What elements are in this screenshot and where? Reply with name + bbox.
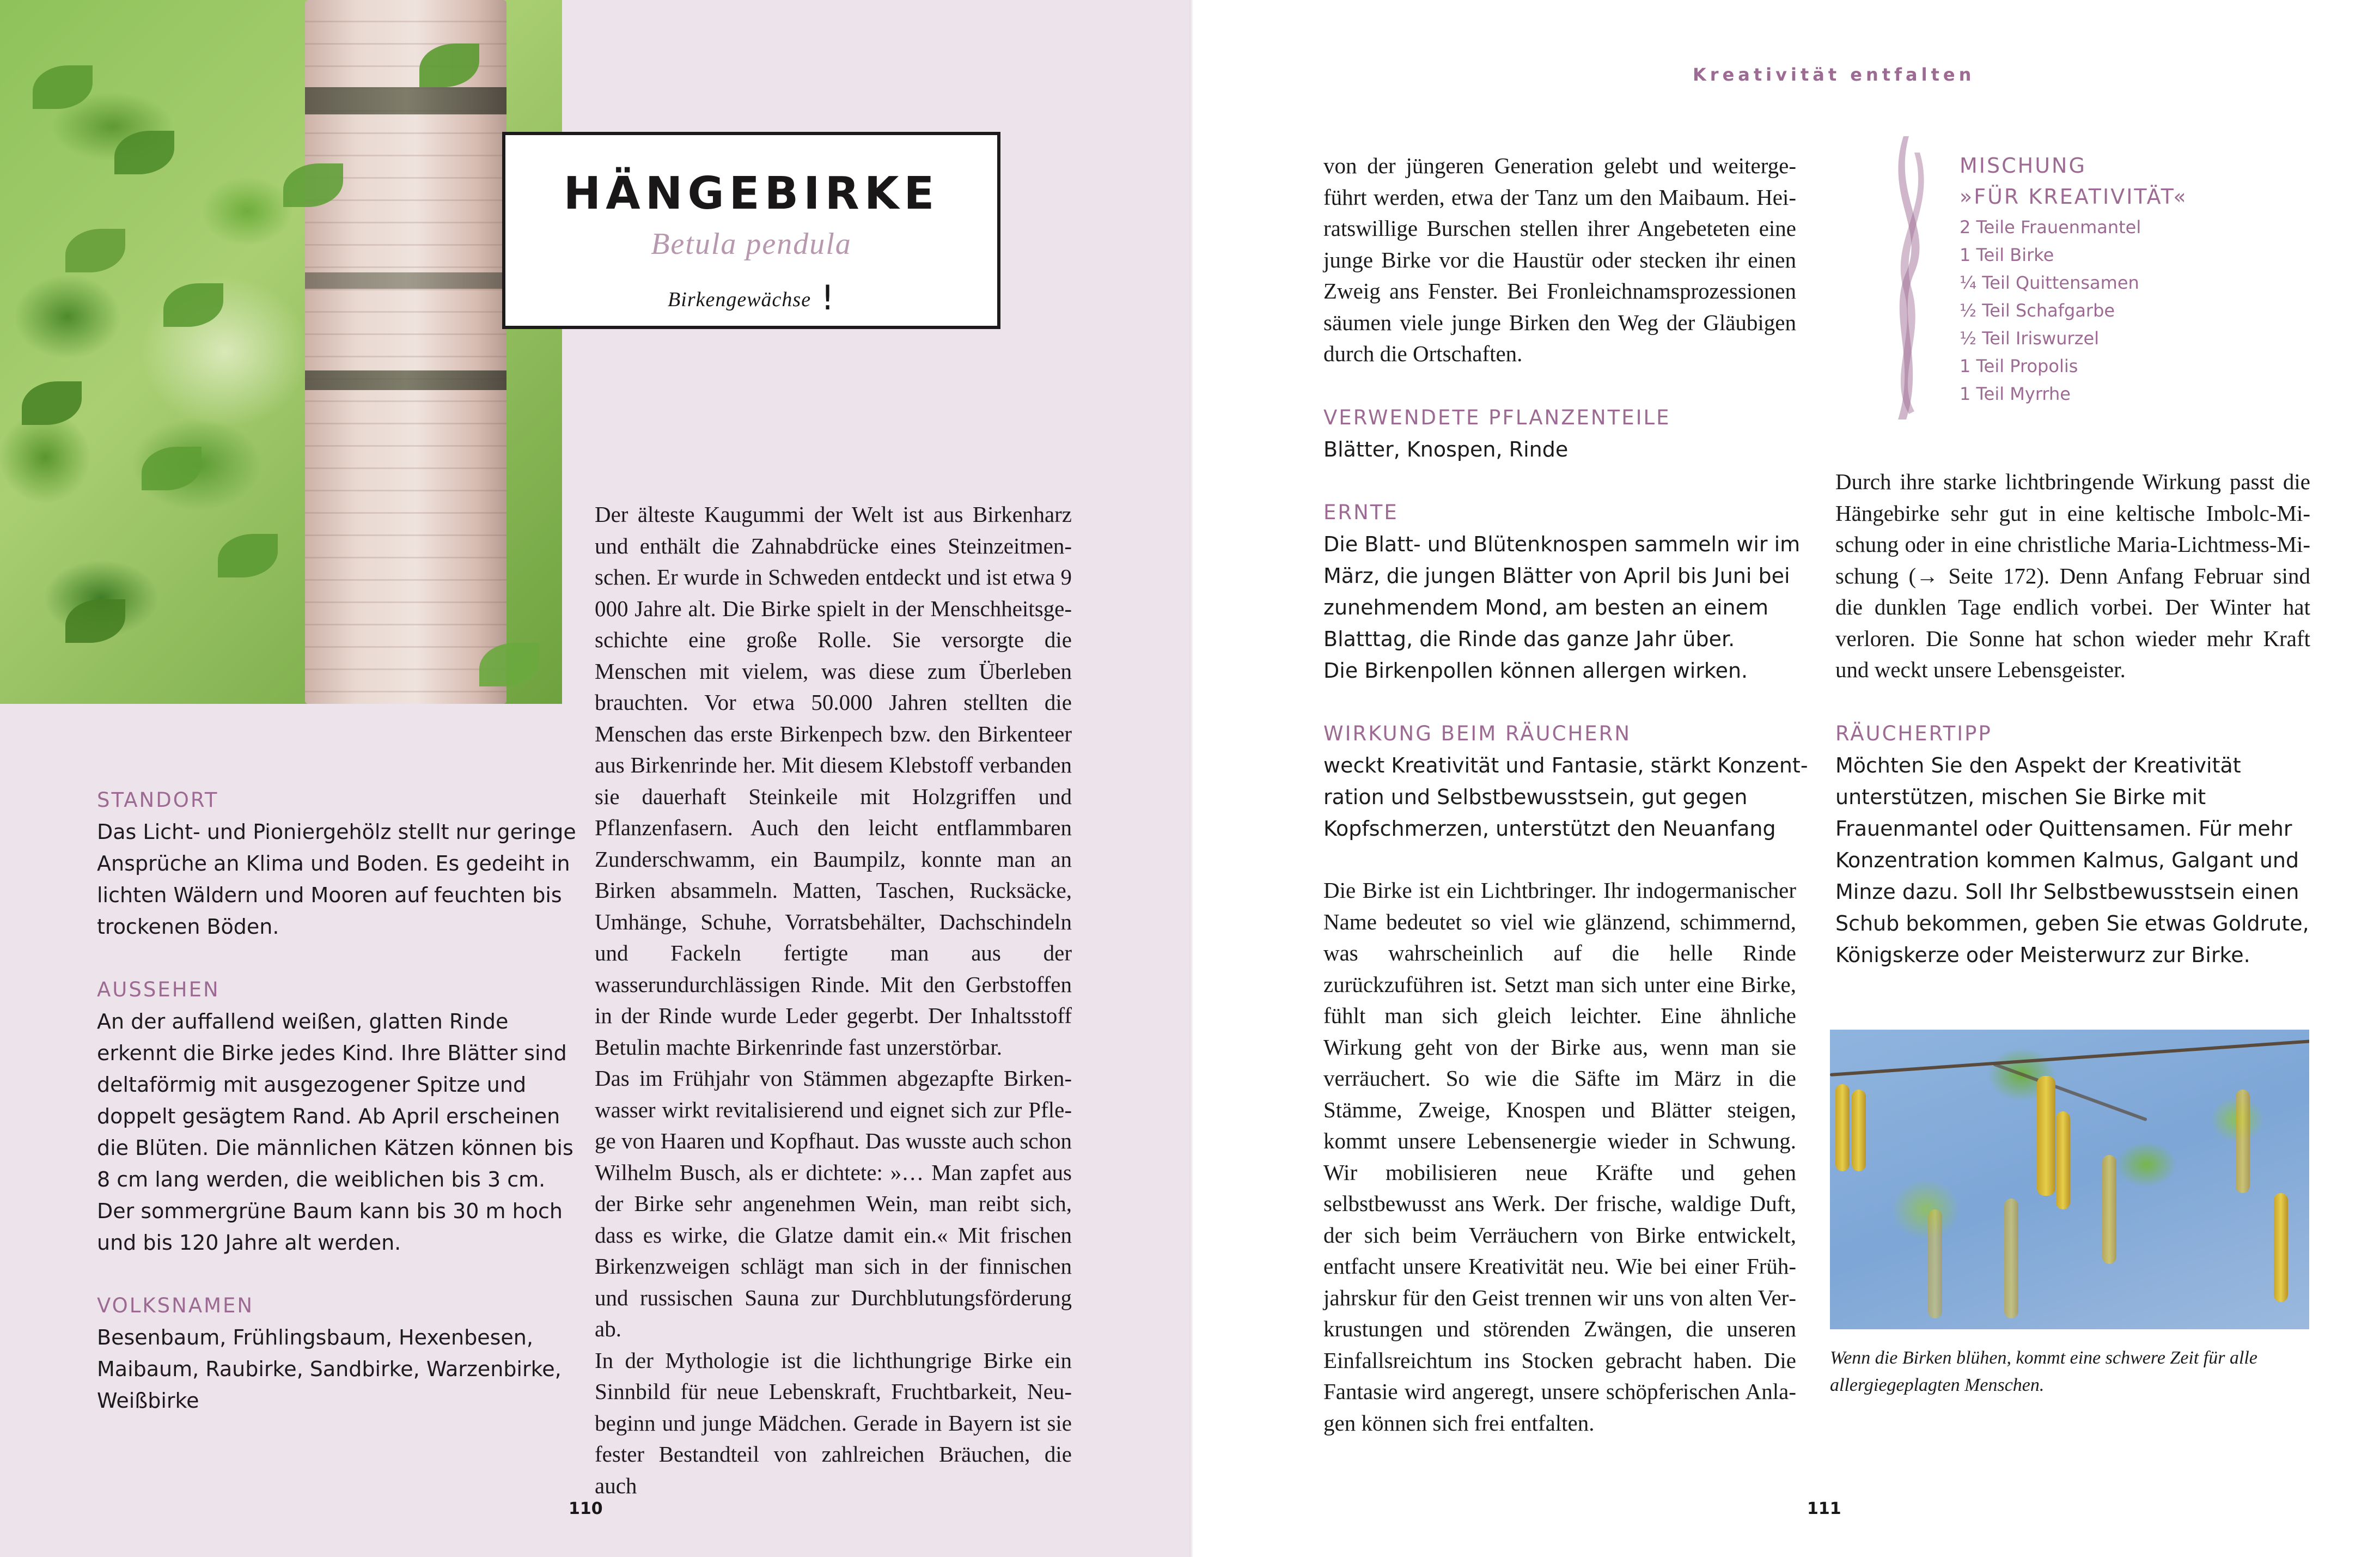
bark-band <box>305 272 506 289</box>
book-gutter <box>1189 0 1193 1557</box>
fact-volksnamen <box>97 1290 576 1416</box>
catkin <box>1928 1209 1942 1318</box>
body-paragraph: von der jüngeren Generation gelebt und weitergeführt werden, etwa der Tanz um den Maibaum. Heiratswillige Burschen stellen ihrer Angebeteten eine junge Birke vor die Haustür oder stecken ihr einen Zweig ans Fenster. Bei Fronleichnamsprozessionen säumen viele junge Birken den Weg der Gläubigen durch die Ortschaften. <box>1323 153 1796 366</box>
catkin <box>1852 1090 1866 1171</box>
allergy-note: Die Birkenpollen können allergen wirken. <box>1323 659 1748 683</box>
leaf <box>33 65 93 109</box>
warning-icon: ! <box>821 278 835 318</box>
plant-title: HÄNGEBIRKE <box>563 168 939 220</box>
section-text: Die Blatt- und Blütenknospen sammeln wir im März, die jungen Blätter von April bis Juni bei zunehmendem Mond, am besten an einem Blatttag, die Rinde das ganze Jahr über. <box>1323 532 1801 651</box>
section-text: Besenbaum, Frühlingsbaum, Hexenbesen, Maibaum, Raubirke, Sandbirke, Warzenbirke, Weißbirke <box>97 1325 562 1413</box>
body-paragraph: Das im Frühjahr von Stämmen abgezapfte Birkenwasser wirkt revitalisierend und eignet sich zur Pflege von Haaren und Kopfhaut. Das wusste auch schon Wilhelm Busch, als er dichtete: »… Man zapfet aus der Birke sehr angenehmen Wein, man reibt sich, dass es wirke, die Glatze damit ein.« Mit frischen Birkenzweigen schlägt man sich in der finnischen und russischen Sauna zur Durchblutungsförderung ab. <box>595 1066 1072 1341</box>
ingredient-item: 1 Teil Myrrhe <box>1960 384 2071 404</box>
ingredient-list <box>1960 214 2286 408</box>
section-heading: WIRKUNG BEIM RÄUCHERN <box>1323 722 1632 745</box>
customs-continuation <box>1323 150 1796 370</box>
leaf <box>142 447 202 490</box>
branch <box>1993 1062 2147 1121</box>
history-column <box>595 499 1072 1501</box>
body-paragraph: In der Mythologie ist die lichthungrige Birke ein Sinnbild für neue Lebenskraft, Fruchtbarkeit, Neubeginn und junge Mädchen. Gerade in Bayern ist sie fester Bestandteil von zahlreichen Bräuchen, die auch <box>595 1347 1072 1498</box>
section-heading: STANDORT <box>97 788 219 812</box>
light-bringer-column <box>1323 875 1796 1439</box>
catkin <box>2056 1111 2070 1209</box>
photo-caption: Wenn die Birken blühen, kommt eine schwere Zeit für alle allergiegeplagten Menschen. <box>1830 1348 2257 1395</box>
ingredient-item: ¼ Teil Quittensamen <box>1960 272 2139 293</box>
branch <box>1830 1039 2309 1076</box>
catkin <box>2274 1193 2288 1302</box>
mixture-title-line: MISCHUNG <box>1960 154 2086 178</box>
fact-aussehen <box>97 974 576 1258</box>
ingredient-item: ½ Teil Iriswurzel <box>1960 328 2100 349</box>
ingredient-item: 1 Teil Birke <box>1960 245 2054 265</box>
ingredient-item: 1 Teil Propolis <box>1960 356 2078 376</box>
section-text: Möchten Sie den Aspekt der Kreativität unterstützen, mischen Sie Birke mit Frauenmantel oder Quittensamen. Für mehr Konzentration kommen Kalmus, Galgant und Minze dazu. Soll Ihr Selbstbewusstsein einen Schub bekommen, geben Sie etwas Goldrute, Königskerze oder Meisterwurz zur Birke. <box>1835 753 2309 967</box>
page-number-right: 111 <box>1807 1499 1841 1518</box>
mixture-title-line: »FÜR KREATIVITÄT« <box>1960 185 2188 209</box>
section-heading: VOLKSNAMEN <box>97 1294 254 1317</box>
body-paragraph: Der älteste Kaugummi der Welt ist aus Birkenharz und enthält die Zahnabdrücke eines Steinzeitmenschen. Er wurde in Schweden entdeckt und ist etwa 9 000 Jahre alt. Die Birke spielt in der Menschheitsgeschichte eine große Rolle. Sie versorgte die Menschen mit vielem, was diese zum Überleben brauchten. Vor etwa 50.000 Jahren stellten die Menschen das erste Birkenpech bzw. den Birkenteer aus Birkenrinde her. Mit diesem Klebstoff verbanden sie dauerhaft Steinkeile mit Holzgriffen und Pflanzenfasern. Auch den leicht entflammbaren Zunderschwamm, ein Baumpilz, konnte man an Birken absammeln. Matten, Taschen, Rucksäcke, Umhänge, Schuhe, Vorratsbehälter, Dachschindeln und Fackeln fertigte man aus der wasserundurchlässigen Rinde. Mit den Gerbstoffen in der Rinde wurde Leder gegerbt. Der Inhaltsstoff Betulin machte Birkenrinde fast unzerstörbar. <box>595 502 1072 1060</box>
leaf <box>65 229 125 272</box>
fact-standort <box>97 784 576 942</box>
catkin <box>2004 1199 2018 1318</box>
leaf <box>218 534 278 577</box>
birch-trunk-photo <box>0 0 562 704</box>
section-text: An der auffallend weißen, glatten Rinde erkennt die Birke jedes Kind. Ihre Blätter sind deltaförmig mit ausgezogener Spitze und doppelt gesägtem Rand. Ab April erscheinen die Blüten. Die männlichen Kätzen können bis 8 cm lang werden, die weiblichen bis 3 cm. Der sommergrüne Baum kann bis 30 m hoch und bis 120 Jahre alt werden. <box>97 1009 573 1255</box>
section-text: Blätter, Knospen, Rinde <box>1323 437 1569 461</box>
plant-family-label: Birkengewächse <box>668 288 811 311</box>
running-header: Kreativität entfalten <box>1693 64 1975 85</box>
section-heading: ERNTE <box>1323 501 1399 524</box>
leaf <box>65 599 125 643</box>
mixture-title <box>1960 150 2286 212</box>
swirl-ornament-icon <box>1874 131 1939 425</box>
section-heading: AUSSEHEN <box>97 978 220 1001</box>
plant-family <box>505 278 997 318</box>
page-number-left: 110 <box>569 1499 603 1518</box>
harvest-section <box>1323 497 1814 686</box>
latin-name: Betula pendula <box>651 227 852 261</box>
body-paragraph: Durch ihre starke lichtbringende Wirkung passt die Hängebirke sehr gut in eine keltische Imbolc-Mischung oder in eine christliche Maria-Lichtmess-Mischung (→ Seite 172). Denn Anfang Februar sind die dunklen Tage endlich vorbei. Der Winter hat verloren. Die Sonne hat schon wieder mehr Kraft und weckt unsere Lebensgeister. <box>1835 469 2310 682</box>
section-text: weckt Kreativität und Fantasie, stärkt Konzentration und Selbstbewusstsein, gut gegen Kopfschmerzen, unterstützt den Neuanfang <box>1323 753 1808 841</box>
plant-title-card <box>502 132 1000 329</box>
bark-band <box>305 87 506 114</box>
section-heading: VERWENDETE PFLANZENTEILE <box>1323 406 1671 429</box>
section-heading: RÄUCHERTIPP <box>1835 722 1992 745</box>
facts-column <box>97 784 576 1416</box>
mixture-box <box>1960 150 2286 408</box>
section-text: Das Licht- und Pioniergehölz stellt nur geringe Ansprüche an Klima und Boden. Es gedeiht in lichten Wäldern und Mooren auf feuchten bis trockenen Böden. <box>97 820 576 939</box>
birch-catkins-photo <box>1830 1030 2309 1329</box>
catkin <box>2102 1155 2116 1264</box>
leaf <box>114 131 174 174</box>
catkin <box>2037 1076 2055 1196</box>
leaf <box>163 283 223 327</box>
used-parts-section <box>1323 402 1814 465</box>
body-paragraph: Die Birke ist ein Lichtbringer. Ihr indogermanischer Name bedeutet so viel wie glänzend, schimmernd, was wahrscheinlich auf die helle Rinde zurückzuführen ist. Setzt man sich unter eine Birke, fühlt man sich gleich leichter. Eine ähnliche Wirkung geht von der Birke aus, wenn man sie verräuchert. So wie die Säfte im März in die Stämme, Zweige, Knospen und Blätter steigen, kommt unsere Lebensenergie wieder in Schwung. Wir mobilisieren neue Kräfte und gehen selbstbewusst ans Werk. Der frische, waldige Duft, der sich beim Verräuchern von Birke entwickelt, entfacht unsere Kreativität neu. Wie bei einer Frühjahrskur für den Geist trennen wir uns von alten Verkrustungen und störenden Zwängen, die unseren Einfallsreichtum ins Stocken gebracht haben. Die Fantasie wird angeregt, unsere schöpferischen Anlagen können sich frei entfalten. <box>1323 878 1796 1436</box>
catkin <box>2236 1090 2250 1193</box>
catkin <box>1835 1084 1850 1171</box>
bark-band <box>305 370 506 390</box>
ingredient-item: 2 Teile Frauenmantel <box>1960 217 2141 238</box>
smoke-tip-section <box>1835 718 2315 971</box>
leaf <box>22 381 82 425</box>
ingredient-item: ½ Teil Schafgarbe <box>1960 300 2115 321</box>
imbolc-paragraph <box>1835 466 2310 686</box>
smoke-effect-section <box>1323 718 1814 844</box>
